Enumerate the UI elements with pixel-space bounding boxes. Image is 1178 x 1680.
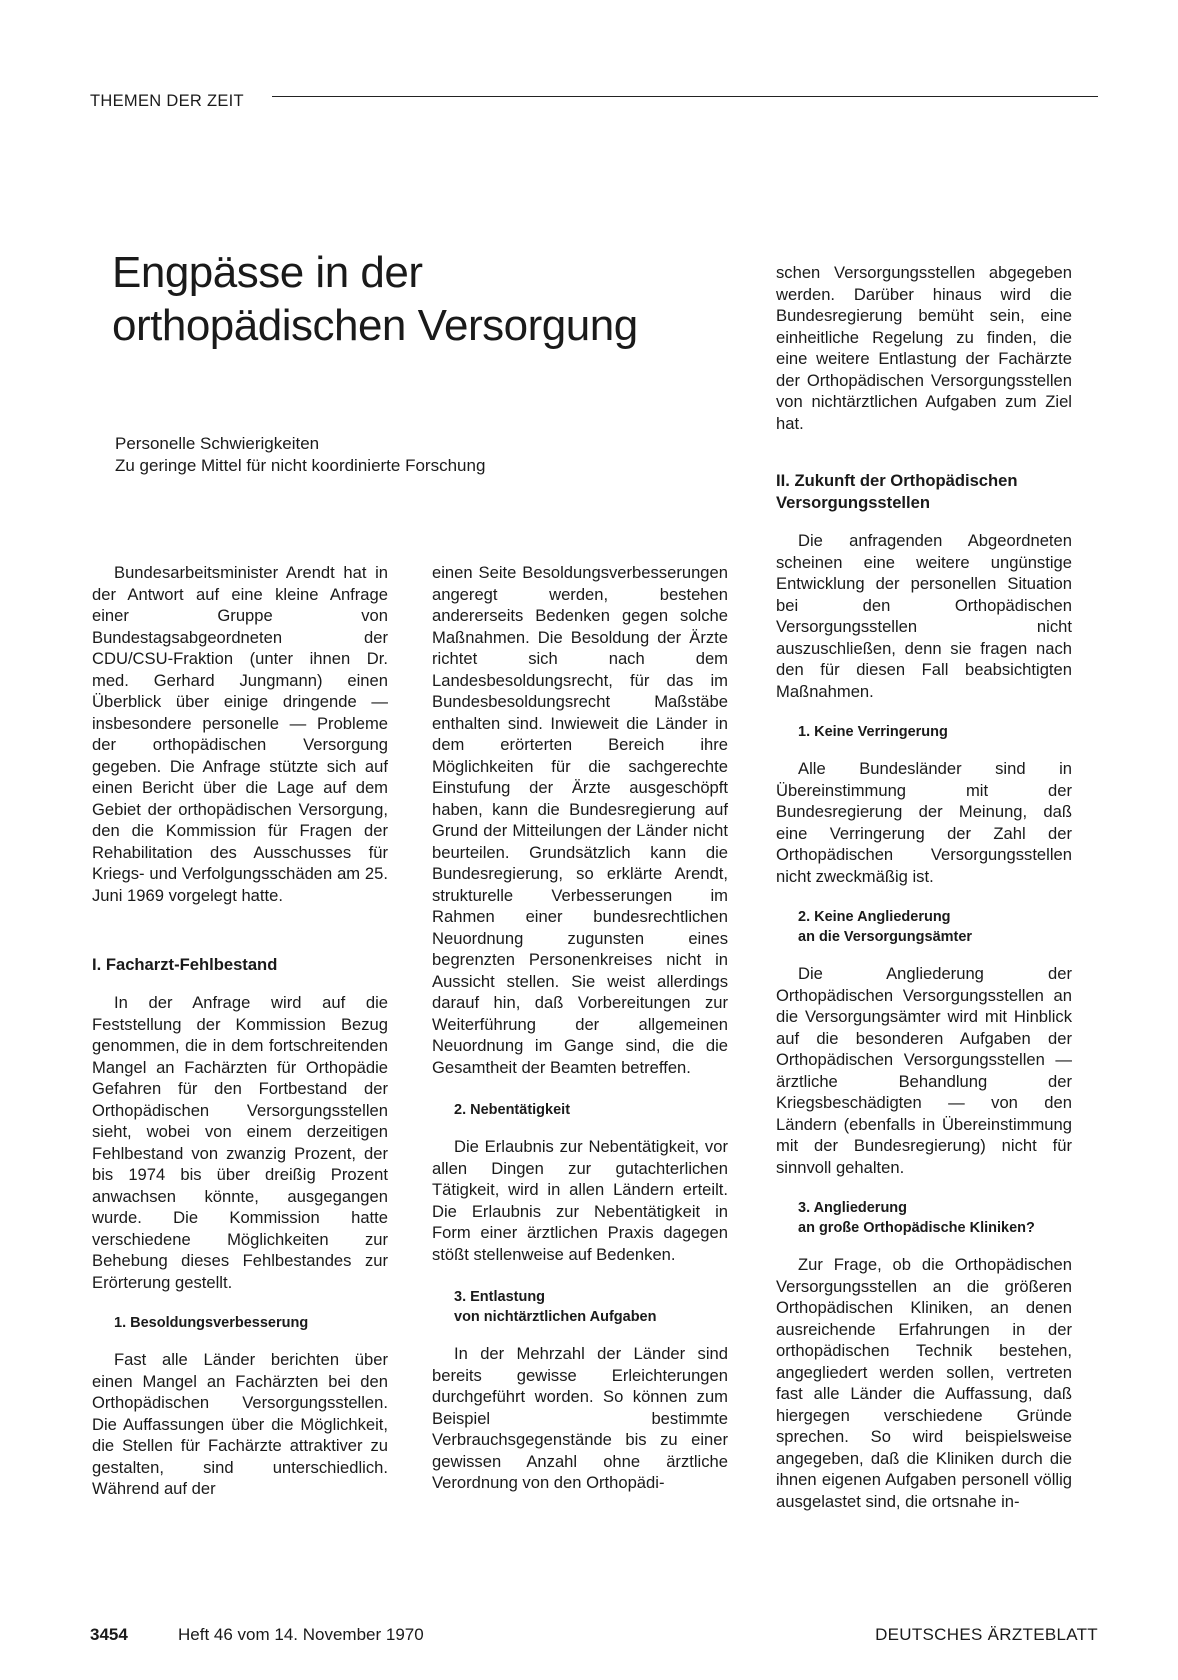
page-number: 3454: [90, 1625, 128, 1644]
subsection-heading: [776, 1198, 1072, 1238]
column-2: [432, 562, 728, 1494]
paragraph: Die anfragenden Abgeordneten scheinen eine weitere ungünstige Entwicklung der personellen Situation bei den Orthopädischen Versorgungsstellen nicht auszuschließen, denn sie fragen nach den für diesen Fall beabsichtigten Maßnahmen.: [776, 531, 1072, 701]
article-title: [112, 246, 712, 352]
paragraph: Die Erlaubnis zur Nebentätigkeit, vor allen Dingen zur gutachterlichen Tätigkeit, wird in allen Ländern erteilt. Die Erlaubnis zur Nebentätigkeit in Form einer ärztlichen Praxis dagegen stößt stellenweise auf Bedenken.: [432, 1137, 728, 1264]
section-heading-line-1: II. Zukunft der Orthopädischen: [776, 471, 1018, 490]
section-header: THEMEN DER ZEIT: [90, 92, 244, 110]
subtitle-line-2: Zu geringe Mittel für nicht koordinierte Forschung: [115, 456, 486, 475]
paragraph: Bundesarbeitsminister Arendt hat in der Antwort auf eine kleine Anfrage einer Gruppe von Bundestagsabgeordneten der CDU/CSU-Fraktion (unter ihnen Dr. med. Gerhard Jungmann) einen Überblick über einige dringende — insbesondere personelle — Probleme der orthopädischen Versorgung gegeben. Die Anfrage stützte sich auf einen Bericht über die Lage auf dem Gebiet der orthopädischen Versorgung, den die Kommission für Fragen der Rehabilitation des Ausschusses für Kriegs- und Verfolgungsschäden am 25. Juni 1969 vorgelegt hatte.: [92, 563, 388, 905]
article-subtitle: [115, 433, 635, 477]
paragraph: einen Seite Besoldungsverbesserungen angeregt werden, bestehen andererseits Bedenken gegen solche Maßnahmen. Die Besoldung der Ärzte richtet sich nach dem Landesbesoldungsrecht, für das im Bundesbesoldungsrecht Maßstäbe enthalten sind. Inwieweit die Länder in dem erörterten Bereich ihre Möglichkeiten für die sachgerechte Einstufung der Ärzte ausgeschöpft haben, kann die Bundesregierung auf Grund der Mitteilungen der Länder nicht beurteilen. Grundsätzlich kann die Bundesregierung, so erklärte Arendt, strukturelle Verbesserungen im Rahmen einer bundesrechtlichen Neuordnung zugunsten eines begrenzten Personenkreises nicht in Aussicht stellen. Sie weist allerdings darauf hin, daß Vorbereitungen zur Weiterführung der allgemeinen Neuordnung im Gange sind, die die Gesamtheit der Beamten betreffen.: [432, 563, 728, 1077]
paragraph: Zur Frage, ob die Orthopädischen Versorgungsstellen an die größeren Orthopädischen Kliniken, an denen ausreichende Erfahrungen in der orthopädischen Technik bestehen, angegliedert werden sollen, vertreten fast alle Länder die Auffassung, daß hiergegen verschiedene Gründe sprechen. So wird beispielsweise angegeben, daß die Kliniken durch die ihnen eigenen Aufgaben personell völlig ausgelastet sind, die ortsnahe in-: [776, 1255, 1072, 1511]
subsection-heading: [432, 1287, 728, 1327]
column-1: [92, 562, 388, 1500]
paragraph: Die Angliederung der Orthopädischen Versorgungsstellen an die Versorgungsämter wird mit Hinblick auf die besonderen Aufgaben der Orthopädischen Versorgungsstellen — ärztliche Behandlung der Kriegsbeschädigten — von den Ländern (ebenfalls in Übereinstimmung mit der Bundesregierung) nicht für sinnvoll gehalten.: [776, 964, 1072, 1177]
paragraph: In der Anfrage wird auf die Feststellung der Kommission Bezug genommen, die in dem fortschreitenden Mangel an Fachärzten für Orthopädie Gefahren für den Fortbestand der Orthopädischen Versorgungsstellen sieht, wobei von einem derzeitigen Fehlbestand von zwanzig Prozent, der bis 1974 bis über dreißig Prozent anwachsen könnte, ausgegangen wurde. Die Kommission hatte verschiedene Möglichkeiten zur Behebung dieses Fehlbestandes zur Erörterung gestellt.: [92, 993, 388, 1292]
subsection-heading-line-1: 2. Keine Angliederung: [798, 909, 951, 925]
title-line-2: orthopädischen Versorgung: [112, 301, 638, 350]
section-heading: I. Facharzt-Fehlbestand: [92, 955, 278, 974]
paragraph: Fast alle Länder berichten über einen Mangel an Fachärzten bei den Orthopädischen Versorgungsstellen. Die Auffassungen über die Möglichkeit, die Stellen für Fachärzte attraktiver zu gestalten, sind unterschiedlich. Während auf der: [92, 1350, 388, 1498]
subsection-heading-line-2: an große Orthopädische Kliniken?: [798, 1220, 1035, 1236]
subsection-heading: 1. Keine Verringerung: [798, 724, 948, 740]
subsection-heading-line-1: 3. Angliederung: [798, 1200, 908, 1216]
subsection-heading: 2. Nebentätigkeit: [454, 1102, 571, 1118]
column-3: [776, 262, 1072, 1512]
subsection-heading: [776, 907, 1072, 947]
section-heading: [776, 470, 1072, 514]
subsection-heading-line-2: an die Versorgungsämter: [798, 929, 973, 945]
subsection-heading-line-2: von nichtärztlichen Aufgaben: [454, 1309, 657, 1325]
paragraph: schen Versorgungsstellen abgegeben werden. Darüber hinaus wird die Bundesregierung bemüht sein, eine einheitliche Regelung zu finden, die eine weitere Entlastung der Fachärzte der Orthopädischen Versorgungsstellen von nichtärztlichen Aufgaben zum Ziel hat.: [776, 263, 1072, 433]
subsection-heading-line-1: 3. Entlastung: [454, 1289, 546, 1305]
title-line-1: Engpässe in der: [112, 248, 423, 297]
journal-name: DEUTSCHES ÄRZTEBLATT: [875, 1625, 1098, 1644]
subtitle-line-1: Personelle Schwierigkeiten: [115, 434, 320, 453]
section-heading-line-2: Versorgungsstellen: [776, 493, 931, 512]
paragraph: In der Mehrzahl der Länder sind bereits gewisse Erleichterungen durchgeführt worden. So können zum Beispiel bestimmte Verbrauchsgegenstände bis zu einer gewissen Anzahl ohne ärztliche Verordnung von den Orthopädi-: [432, 1344, 728, 1492]
header-rule: [272, 96, 1098, 97]
paragraph: Alle Bundesländer sind in Übereinstimmung mit der Bundesregierung der Meinung, daß eine Verringerung der Zahl der Orthopädischen Versorgungsstellen nicht zweckmäßig ist.: [776, 759, 1072, 886]
subsection-heading: 1. Besoldungsverbesserung: [114, 1315, 309, 1331]
issue-info: Heft 46 vom 14. November 1970: [178, 1625, 424, 1644]
